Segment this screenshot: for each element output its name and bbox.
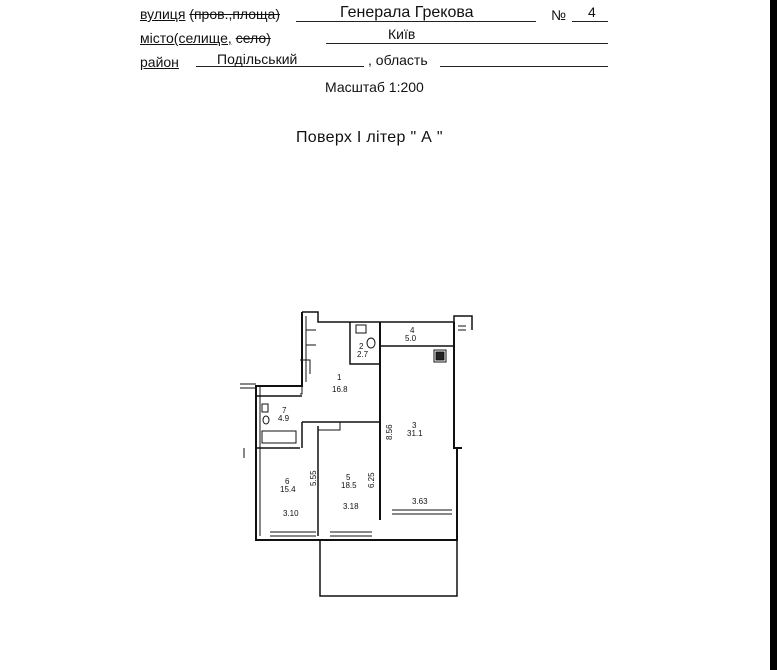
region-label: , область — [368, 52, 428, 68]
room-5 — [341, 473, 357, 490]
room-7-no: 7 — [282, 406, 287, 415]
dim-room6-width: 3.10 — [283, 509, 299, 518]
room-1-area: 16.8 — [332, 385, 348, 394]
room-4 — [405, 326, 417, 343]
floor-title: Поверх І літер " А " — [296, 129, 443, 146]
room-3-no: 3 — [412, 421, 417, 430]
district-value: Подільський — [217, 51, 298, 67]
dim-room5-height: 6.25 — [367, 472, 376, 488]
number-label: № — [551, 7, 567, 23]
room-6 — [280, 477, 296, 494]
dim-room3-height: 8.56 — [385, 424, 394, 440]
room-4-no: 4 — [410, 326, 415, 335]
scale-label: Масштаб 1:200 — [325, 79, 424, 95]
room-5-no: 5 — [346, 473, 351, 482]
street-value: Генерала Грекова — [340, 4, 474, 21]
room-2-no: 2 — [359, 342, 364, 351]
room-7-area: 4.9 — [278, 414, 290, 423]
room-3-area: 31.1 — [407, 429, 423, 438]
room-5-area: 18.5 — [341, 481, 357, 490]
city-label: місто(селище, — [140, 30, 232, 46]
street-strike: (пров.,площа) — [189, 6, 281, 22]
street-label: вулиця — [140, 6, 186, 22]
city-strike: село) — [235, 30, 271, 46]
room-1 — [332, 373, 348, 394]
room-7 — [278, 406, 290, 423]
dim-room6-height: 5.55 — [309, 470, 318, 486]
dim-room5-width: 3.18 — [343, 502, 359, 511]
number-value: 4 — [588, 4, 596, 20]
district-label: район — [140, 54, 179, 70]
room-1-no: 1 — [337, 373, 342, 382]
room-2-area: 2.7 — [357, 350, 369, 359]
room-4-area: 5.0 — [405, 334, 417, 343]
room-6-area: 15.4 — [280, 485, 296, 494]
dim-room3-width: 3.63 — [412, 497, 428, 506]
city-value: Київ — [388, 26, 416, 42]
room-6-no: 6 — [285, 477, 290, 486]
room-3 — [407, 421, 423, 438]
